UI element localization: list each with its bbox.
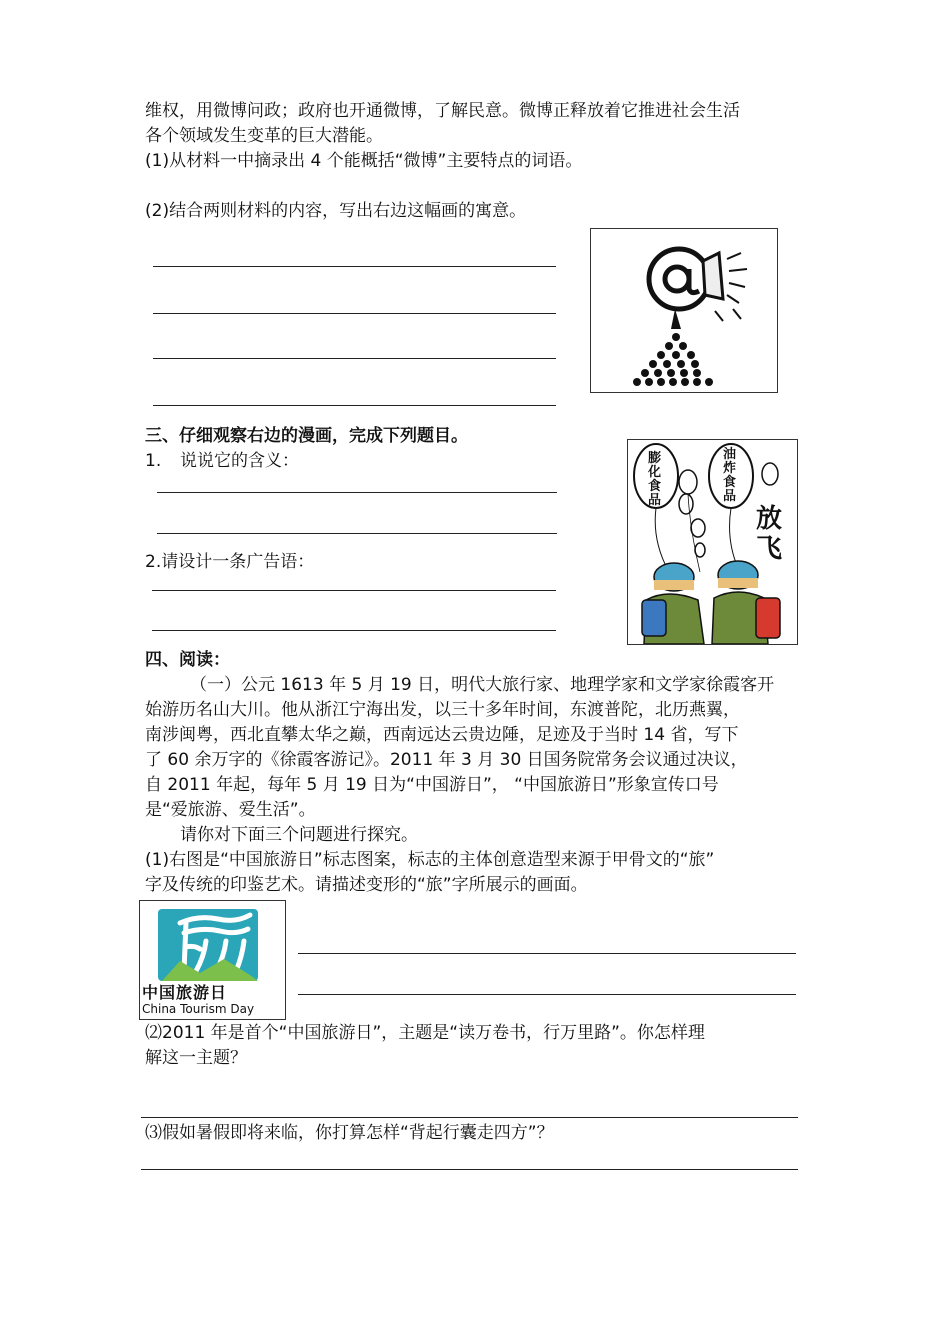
question-3-2: 2.请设计一条广告语： xyxy=(145,552,315,572)
question-4-1-line-2: 字及传统的印鉴艺术。请描述变形的“旅”字所展示的画面。 xyxy=(145,875,588,895)
question-3-1-number: 1. xyxy=(145,451,162,471)
answer-line[interactable] xyxy=(157,492,557,493)
answer-line[interactable] xyxy=(157,533,557,534)
section-3-heading: 三、仔细观察右边的漫画，完成下列题目。 xyxy=(145,426,468,446)
child-left xyxy=(642,563,704,644)
at-symbol-icon xyxy=(649,249,723,309)
intro-line-1: 维权，用微博问政；政府也开通微博，了解民意。微博正释放着它推进社会生活 xyxy=(145,101,740,121)
reading-paragraph-line: （一）公元 1613 年 5 月 19 日，明代大旅行家、地理学家和文学家徐霞客开 xyxy=(190,675,775,695)
question-4-3: ⑶假如暑假即将来临，你打算怎样“背起行囊走四方”？ xyxy=(145,1123,554,1143)
answer-line[interactable] xyxy=(153,405,556,406)
question-picture-meaning: (2)结合两则材料的内容，写出右边这幅画的寓意。 xyxy=(145,201,527,221)
weibo-cartoon xyxy=(590,228,778,393)
answer-line[interactable] xyxy=(152,630,556,631)
question-4-2-line-1: ⑵2011 年是首个“中国旅游日”，主题是“读万卷书，行万里路”。你怎样理 xyxy=(145,1023,705,1043)
answer-line[interactable] xyxy=(141,1117,798,1118)
intro-line-2: 各个领域发生变革的巨大潜能。 xyxy=(145,126,383,146)
cartoon-caption: 放飞 xyxy=(756,504,783,564)
answer-line[interactable] xyxy=(141,1169,798,1170)
section-4-heading: 四、阅读： xyxy=(145,650,230,670)
reading-paragraph-line: 始游历名山大川。他从浙江宁海出发，以三十多年时间，东渡普陀，北历燕翼， xyxy=(145,700,740,720)
reading-paragraph-line: 是“爱旅游、爱生活”。 xyxy=(145,800,316,820)
answer-line[interactable] xyxy=(153,313,556,314)
question-4-1-line-1: (1)右图是“中国旅游日”标志图案，标志的主体创意造型来源于甲骨文的“旅” xyxy=(145,850,715,870)
question-4-2-line-2: 解这一主题？ xyxy=(145,1048,247,1068)
answer-line[interactable] xyxy=(298,994,796,995)
logo-text-cn: 中国旅游日 xyxy=(142,983,228,1002)
snack-balloon-cartoon xyxy=(627,439,798,645)
crowd xyxy=(633,333,713,386)
question-3-1-text: 说说它的含义： xyxy=(180,451,299,471)
answer-line[interactable] xyxy=(153,358,556,359)
balloon-label-right: 油炸食品 xyxy=(723,447,737,504)
logo-text-en: China Tourism Day xyxy=(142,1002,255,1016)
reading-instruction: 请你对下面三个问题进行探究。 xyxy=(180,825,418,845)
china-tourism-day-logo xyxy=(139,900,286,1020)
answer-line[interactable] xyxy=(152,590,556,591)
reading-paragraph-line: 南涉闽粤，西北直攀太华之巅，西南远达云贵边陲，足迹及于当时 14 省，写下 xyxy=(145,725,739,745)
answer-line[interactable] xyxy=(298,953,796,954)
child-right xyxy=(712,561,780,644)
reading-paragraph-line: 了 60 余万字的《徐霞客游记》。2011 年 3 月 30 日国务院常务会议通过决议， xyxy=(145,750,748,770)
balloon-label-left: 膨化食品 xyxy=(648,451,662,508)
reading-paragraph-line: 自 2011 年起，每年 5 月 19 日为“中国游日”， “中国旅游日”形象宣传口号 xyxy=(145,775,719,795)
question-weibo-words: (1)从材料一中摘录出 4 个能概括“微博”主要特点的词语。 xyxy=(145,151,583,171)
answer-line[interactable] xyxy=(153,266,556,267)
